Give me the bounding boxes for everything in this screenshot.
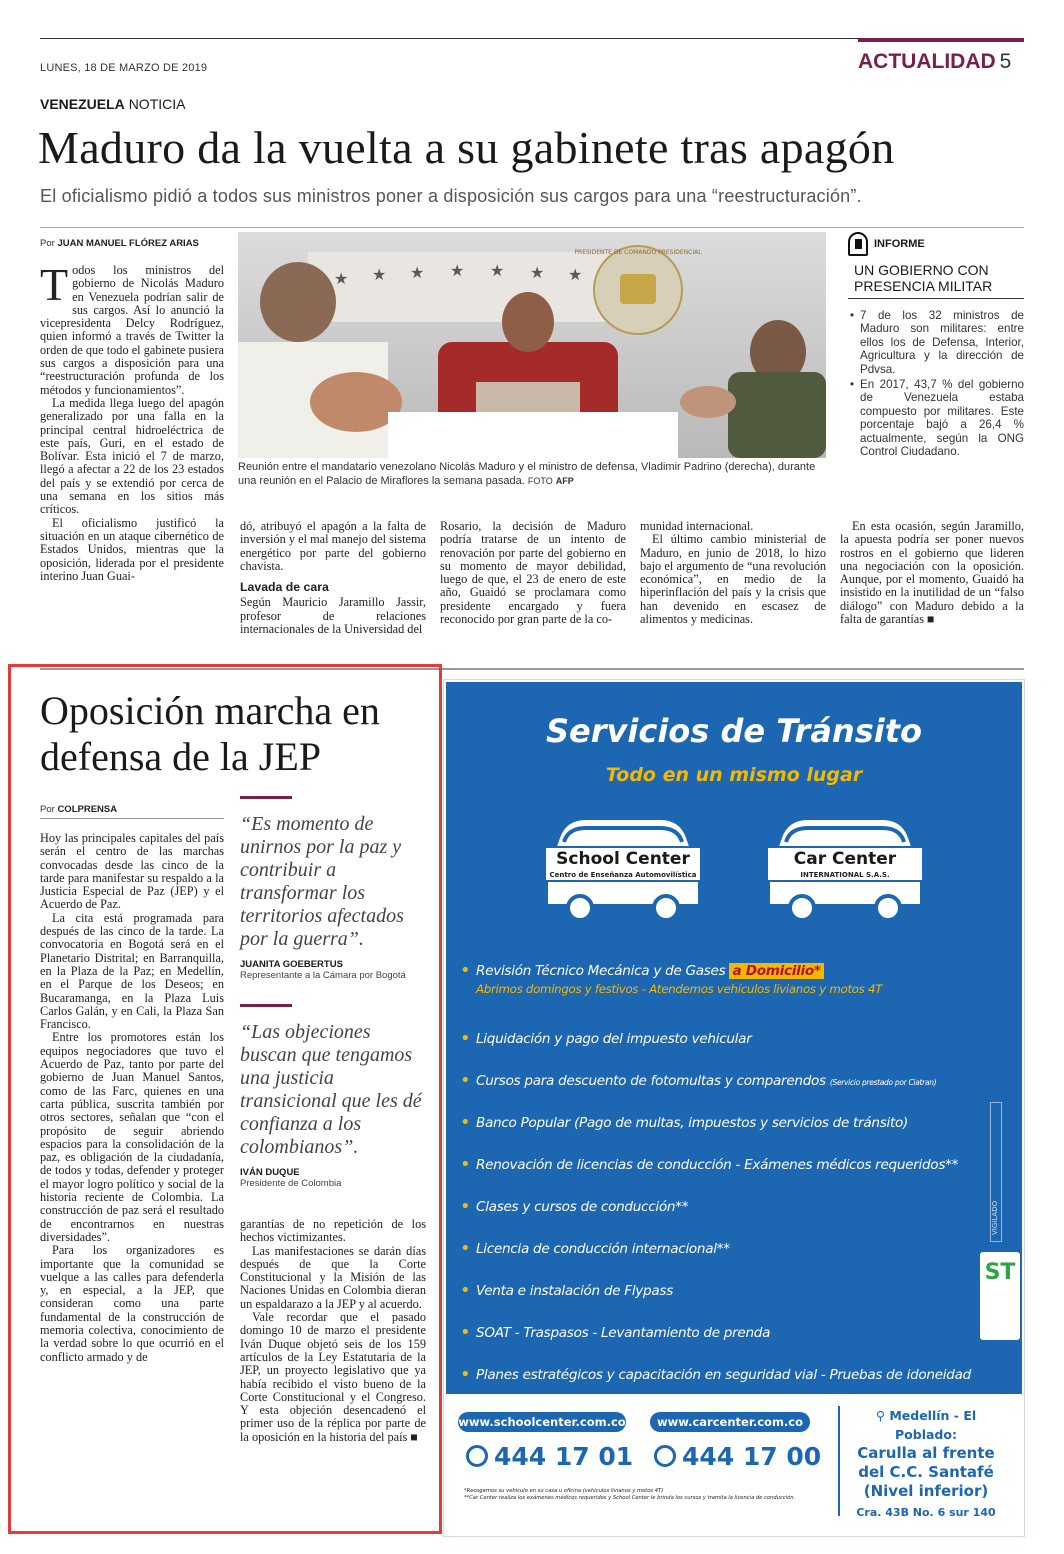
paragraph: Entre los promotores están los equipos negociadores que tuvo el Acuerdo de Paz, tanto por parte del gobierno de Juan Manuel Santos, como de las Farc, quienes en una carta pública, suscrita también por otros sectores, señalan que “con el propósito de seguir abriendo espacios para la consolidación de la paz, es obligación de la ciudadanía, de todos y todas, defender y proteger el mayor logro político y social de la historia reciente de Colombia. La construcción de paz será el resultado de encontrarnos en nuestras diversidades”.	[40, 1030, 224, 1244]
informe-sidebar	[848, 232, 1024, 460]
article1-deck: El oficialismo pidió a todos sus ministros poner a disposición sus cargos para una “reestructuración”.	[40, 186, 862, 206]
ad-title: Servicios de Tránsito	[546, 712, 922, 750]
paragraph: La cita está programada para después de las cinco de la tarde. La convocatoria en Bogotá será en el Planetario Distrital; en Barranquilla, en la Plaza de la Paz; en Medellín, en el Parque de los Deseos; en Bucaramanga, en la Plaza Luis Carlos Galán, y en Cali, la Plaza San Francisco.	[40, 910, 224, 1032]
article2-headline: Oposición marcha en defensa de la JEP	[40, 688, 380, 779]
location-line: (Nivel inferior)	[863, 1482, 989, 1500]
article1-photo-caption	[238, 460, 826, 488]
st-logo-text: ST	[984, 1260, 1016, 1285]
quote-role: Representante a la Cámara por Bogotá	[240, 970, 406, 981]
pull-quote-2	[240, 1004, 430, 1189]
byline-rule	[40, 818, 224, 819]
paragraph: Rosario, la decisión de Maduro podría tratarse de un intento de renovación por parte del gobierno en su momento de mayor debilidad, luego de que, el 23 de enero de este año, Guaidó se proclamara como presidente encargado y fuera reconocido por gran parte de la co-	[440, 519, 626, 627]
article2-column-2	[240, 1218, 426, 1444]
paragraph: odos los ministros del gobierno de Nicolás Maduro en Venezuela podrían salir de sus cargos. Así lo anunció la vicepresidenta Delcy Rodríguez, quien informó a través de Twitter la orden de que todo el gabinete pusiera sus cargos a disposición para una “reestructuración profunda de los métodos y funcionamientos”.	[40, 263, 224, 397]
phone-icon	[466, 1445, 488, 1467]
car-center-logo	[760, 812, 930, 922]
svg-text:★: ★	[372, 265, 387, 284]
article2-column-1	[40, 832, 224, 1364]
quote-author: IVÁN DUQUE	[240, 1167, 300, 1178]
article1-photo	[238, 232, 826, 458]
paragraph: munidad internacional.	[640, 519, 754, 533]
cabinet-meeting-photo	[238, 232, 826, 458]
ad-fine-print	[464, 1488, 844, 1502]
service-text: Liquidación y pago del impuesto vehicular	[476, 1031, 752, 1047]
paragraph: En esta ocasión, según Jaramillo, la apuesta podría ser poner nuevos rostros en el gobierno que lideren una negociación con la oposición. Aunque, por el momento, Guaidó ha insistido en la inutilidad de un “falso diálogo” con Maduro debido a la falta de garantías ■	[840, 519, 1024, 627]
services-list	[460, 962, 980, 1408]
section-name: ACTUALIDAD	[858, 50, 996, 73]
paragraph: Según Mauricio Jaramillo Jassir, profesor de relaciones internacionales de la Universidad del	[240, 595, 426, 637]
caption-credit: AFP	[555, 476, 574, 486]
car-center-url[interactable]: www.carcenter.com.co	[650, 1412, 810, 1432]
vigilado-badge	[990, 1102, 1002, 1242]
paragraph: Las manifestaciones se darán días después de que la Corte Constitucional y la Misión de las Naciones Unidas en Colombia dieran un espaldarazo a la JEP y al acuerdo.	[240, 1243, 426, 1311]
byline-prefix: Por	[40, 238, 55, 249]
document-icon	[848, 232, 868, 256]
location-pin-icon: ⚲	[875, 1408, 890, 1423]
article1-column-3	[440, 520, 626, 626]
issue-date: LUNES, 18 DE MARZO DE 2019	[40, 62, 208, 74]
quote-role: Presidente de Colombia	[240, 1178, 342, 1189]
svg-text:★: ★	[568, 265, 583, 284]
service-text: Venta e instalación de Flypass	[476, 1283, 673, 1299]
subheading: Lavada de cara	[240, 580, 329, 595]
location-line: del C.C. Santafé	[858, 1463, 994, 1481]
service-note: (Servicio prestado por Ciatran)	[829, 1078, 937, 1087]
brand-tagline: Centro de Enseñanza Automovilística	[549, 871, 697, 879]
service-item	[460, 1030, 980, 1072]
article1-column-4	[640, 520, 826, 626]
caption-text: Reunión entre el mandatario venezolano Nicolás Maduro y el ministro de defensa, Vladimir Padrino (derecha), durante una reunión en el Palacio de Miraflores la semana pasada.	[238, 461, 816, 487]
service-text: Banco Popular (Pago de multas, impuestos y servicios de tránsito)	[476, 1115, 909, 1131]
service-text: SOAT - Traspasos - Levantamiento de prenda	[476, 1325, 771, 1341]
list-item: • 7 de los 32 ministros de Maduro son militares: entre ellos los de Defensa, Interior, Agricultura y la dirección de Pdvsa.	[848, 309, 1024, 376]
service-item	[460, 1282, 980, 1324]
headline-rule	[40, 227, 1024, 228]
svg-text:★: ★	[410, 263, 425, 282]
footer-divider	[838, 1406, 840, 1516]
service-item	[460, 1156, 980, 1198]
paragraph: El último cambio ministerial de Maduro, en junio de 2018, lo hizo bajo el argumento de “una revolución económica”, en medio de la hiperinflación del país y la crisis que han devenido en escasez de alimentos y medicinas.	[640, 532, 826, 627]
service-text: Clases y cursos de conducción**	[476, 1199, 689, 1215]
school-center-logo	[538, 812, 708, 922]
article1-column-5	[840, 520, 1024, 626]
service-item	[460, 1114, 980, 1156]
fine-print-line: *Recogemos su vehículo en su casa u oficina (vehículos livianos y motos 4T)	[464, 1488, 664, 1494]
brand-name: School Center	[556, 849, 690, 869]
fine-print-line: **Car Center realiza los exámenes médicos requeridos y School Center le brinda los cursos y tramita la licencia de conducción.	[464, 1495, 796, 1501]
byline-author: COLPRENSA	[57, 804, 118, 815]
article1-byline	[40, 238, 199, 249]
article1-kicker	[40, 96, 185, 112]
brand-name: Car Center	[793, 849, 897, 869]
location-line: Carulla al frente	[857, 1444, 995, 1462]
service-highlight: a Domicilio*	[729, 963, 823, 979]
service-item	[460, 1072, 980, 1114]
section-title	[858, 50, 1011, 74]
advertisement[interactable]	[444, 680, 1024, 1536]
list-item: • En 2017, 43,7 % del gobierno de Venezuela estaba compuesto por militares. Este porcentaje bajó a 26,4 % actualmente, según la ONG Control Ciudadano.	[848, 378, 1024, 458]
service-note: Abrimos domingos y festivos - Atendemos vehículos livianos y motos 4T	[476, 982, 883, 996]
service-text: Licencia de conducción internacional**	[476, 1241, 730, 1257]
phone-number: 444 17 00	[682, 1442, 822, 1471]
paragraph: Vale recordar que el pasado domingo 10 de marzo el presidente Iván Duque objetó seis de los 159 artículos de la Ley Estatutaria de la JEP, un proyecto legislativo que ya había recibido el visto bueno de la Corte Constitucional y el Congreso. Y esta objeción desencadenó el primer uso de la réplica por parte de la oposición en la historia del país ■	[240, 1310, 426, 1444]
phone-icon	[654, 1445, 676, 1467]
phone-car-center[interactable]	[654, 1442, 821, 1471]
paragraph: Para los organizadores es importante que la comunidad se vuelque a las calles para defenderla y, en especial, a la JEP, que consideran como una parte fundamental de la construcción de memoria colectiva, conocimiento de la verdad sobre lo que ocurrió en el conflicto armado y de	[40, 1243, 224, 1364]
sidebar-title: UN GOBIERNO CON PRESENCIA MILITAR	[848, 262, 1024, 299]
service-text: Revisión Técnico Mecánica y de Gases	[476, 963, 726, 979]
ad-subtitle: Todo en un mismo lugar	[605, 764, 863, 786]
location-address: Cra. 43B No. 6 sur 140	[856, 1506, 996, 1519]
paragraph: garantías de no repetición de los hechos victimizantes.	[240, 1217, 426, 1245]
quote-text: “Es momento de unirnos por la paz y contribuir a transformar los territorios afectados por la guerra”.	[240, 813, 404, 950]
pull-quote-1	[240, 796, 430, 981]
ad-footer	[446, 1394, 1022, 1534]
brand-tagline: INTERNATIONAL S.A.S.	[800, 871, 890, 879]
sidebar-list	[848, 309, 1024, 458]
service-item	[460, 1198, 980, 1240]
quote-bar	[240, 1004, 292, 1007]
paragraph: dó, atribuyó el apagón a la falta de inversión y el mal manejo del sistema energético por parte del gobierno chavista.	[240, 519, 426, 573]
service-text: Cursos para descuento de fotomultas y comparendos	[476, 1073, 826, 1089]
phone-number: 444 17 01	[494, 1442, 634, 1471]
quote-bar	[240, 796, 292, 799]
service-item	[460, 1240, 980, 1282]
location-city	[846, 1406, 1006, 1444]
service-text: Planes estratégicos y capacitación en seguridad vial - Pruebas de idoneidad	[476, 1367, 971, 1383]
phone-school-center[interactable]	[466, 1442, 633, 1471]
photo-seal-text: PRESIDENTE DE COMANDO PRESIDENCIAL	[574, 249, 702, 256]
svg-text:★: ★	[450, 261, 465, 280]
article1-column-2	[240, 520, 426, 636]
st-logo	[980, 1252, 1020, 1340]
svg-text:★: ★	[490, 261, 505, 280]
article2-byline	[40, 804, 117, 815]
service-item	[460, 1324, 980, 1366]
paragraph: La medida llega luego del apagón generalizado por una falla en la principal central hidroeléctrica de este país, Guri, en el estado de Bolívar. Esta inició el 7 de marzo, llegó a afectar a 22 de los 23 estados del país y se extendió por cerca de una semana en los sitios más críticos.	[40, 395, 224, 517]
vigilado-text: VIGILADO	[991, 1200, 999, 1235]
paragraph: El oficialismo justificó la situación en un ataque cibernético de Estados Unidos, mientras que la oposición, liderada por el presidente interino Juan Guai-	[40, 515, 224, 583]
section-accent-bar	[858, 38, 1024, 42]
service-item	[460, 962, 980, 1030]
svg-text:★: ★	[334, 269, 349, 288]
service-text: Renovación de licencias de conducción - Exámenes médicos requeridos**	[476, 1157, 959, 1173]
location-city-text: Medellín - El Poblado:	[889, 1408, 977, 1442]
kicker-topic: VENEZUELA	[40, 96, 125, 112]
quote-author: JUANITA GOEBERTUS	[240, 959, 343, 970]
svg-text:★: ★	[530, 263, 545, 282]
page-number: 5	[999, 50, 1012, 73]
paragraph: Hoy las principales capitales del país serán el centro de las marchas convocadas desde las cinco de la tarde para manifestar su respaldo a la Justicia Especial de Paz (JEP) y el Acuerdo de Paz.	[40, 831, 224, 912]
article1-column-1	[40, 259, 224, 583]
quote-text: “Las objeciones buscan que tengamos una justicia transicional que les dé confianza a los colombianos”.	[240, 1021, 422, 1158]
article1-headline: Maduro da la vuelta a su gabinete tras apagón	[38, 122, 895, 173]
school-center-url[interactable]: www.schoolcenter.com.co	[458, 1412, 626, 1432]
caption-credit-prefix: FOTO	[527, 476, 553, 486]
kicker-type: NOTICIA	[128, 96, 186, 112]
byline-author: JUAN MANUEL FLÓREZ ARIAS	[57, 238, 199, 249]
store-location	[846, 1406, 1006, 1522]
informe-label: INFORME	[874, 238, 925, 250]
dropcap: T	[40, 259, 69, 310]
byline-prefix: Por	[40, 804, 55, 815]
informe-header	[848, 232, 1024, 256]
